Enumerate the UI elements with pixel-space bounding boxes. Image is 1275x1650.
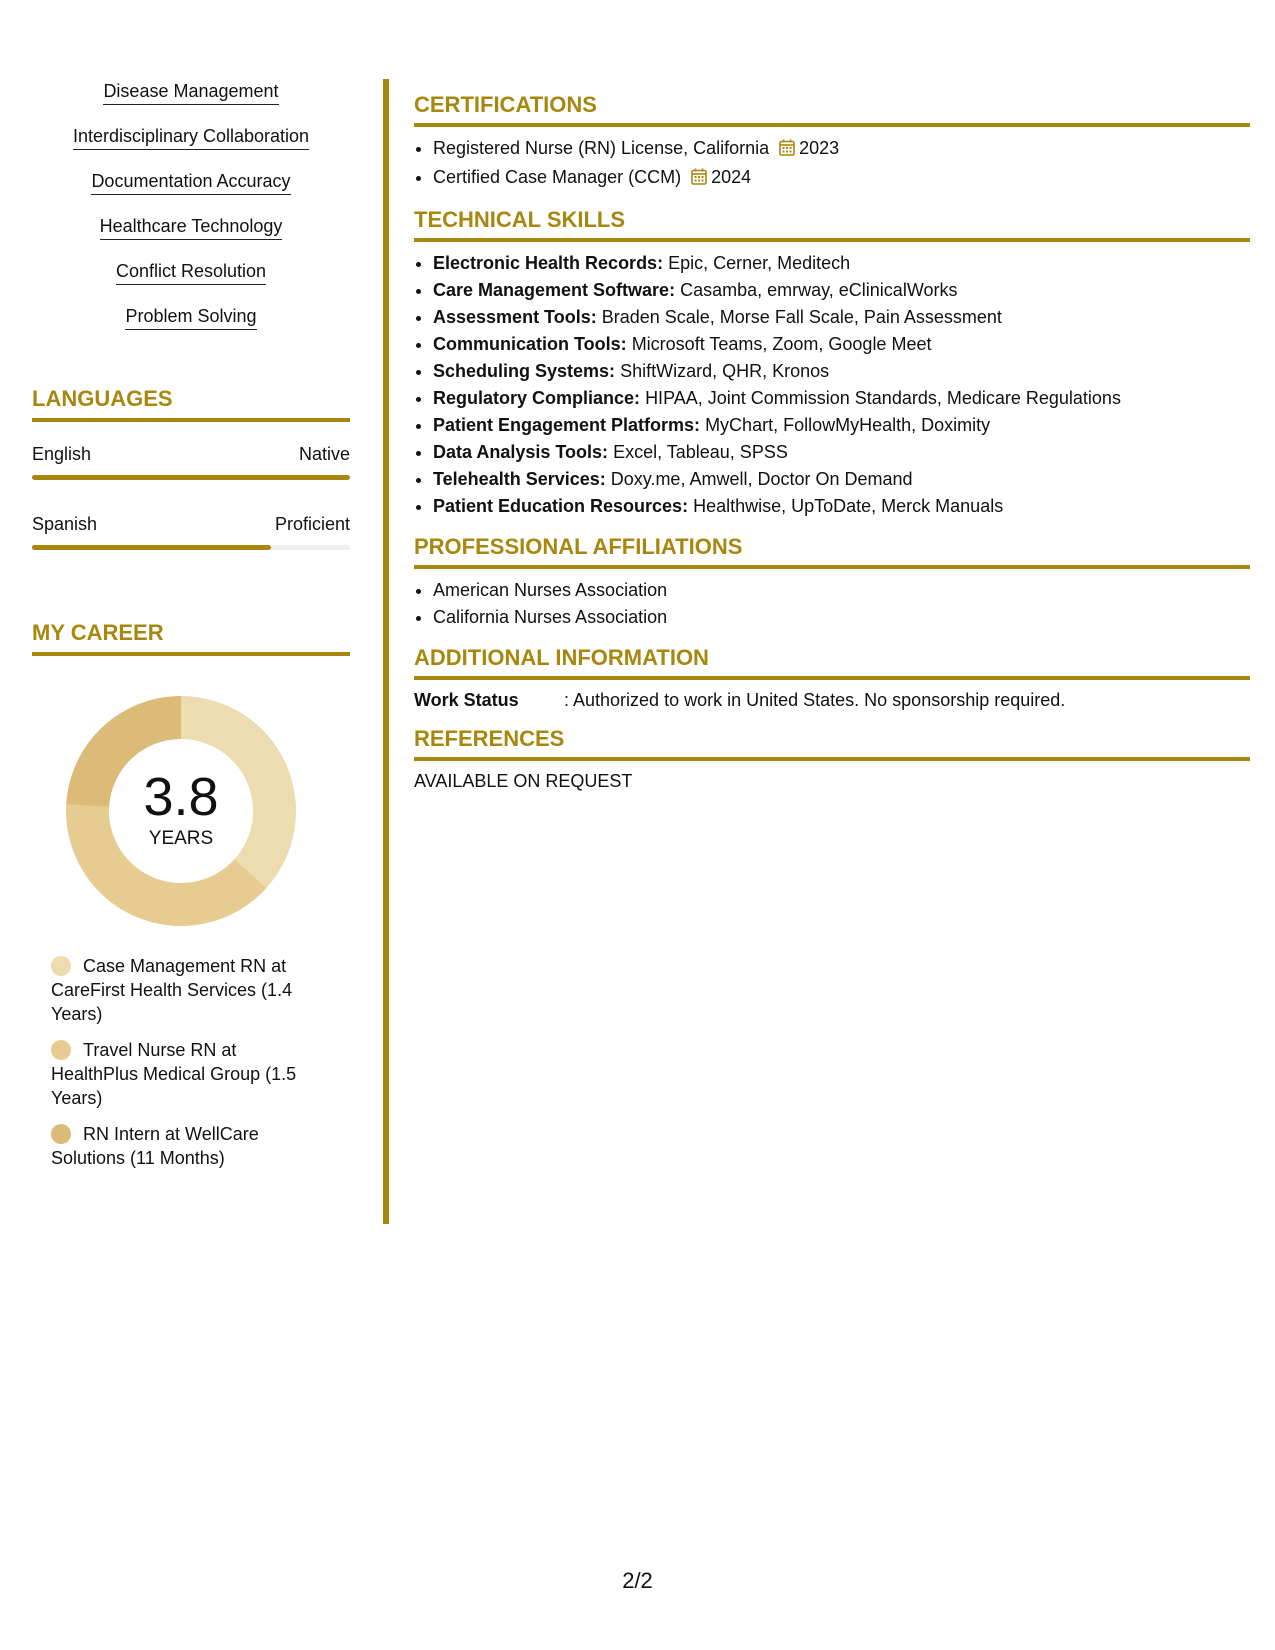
additional-info-section [414, 645, 1250, 712]
language-level: Native [298, 444, 350, 464]
language-name: Spanish [32, 514, 98, 534]
technical-skill-item: • Care Management Software: Casamba, emrway, eClinicalWorks [433, 277, 1250, 304]
legend-dot [51, 1124, 71, 1144]
certification-name: Registered Nurse (RN) License, California [433, 138, 770, 158]
calendar-icon [691, 166, 707, 193]
skill-item: Disease Management [103, 80, 278, 105]
technical-skill-item: • Patient Education Resources: Healthwise, UpToDate, Merck Manuals [433, 493, 1250, 520]
language-spanish [32, 492, 350, 562]
main-content [414, 92, 1250, 807]
legend-item [51, 954, 321, 1026]
language-level: Proficient [274, 514, 350, 534]
affiliations-section [414, 534, 1250, 631]
languages-heading: LANGUAGES [32, 386, 350, 422]
legend-item [51, 1122, 321, 1170]
career-legend [32, 954, 321, 1170]
legend-label: RN Intern at WellCare Solutions (11 Months) [51, 1124, 259, 1168]
language-bar-fill [32, 545, 271, 550]
page-number: 2/2 [622, 1568, 653, 1593]
certifications-heading: CERTIFICATIONS [414, 92, 1250, 127]
calendar-icon [779, 137, 795, 164]
skill-item: Documentation Accuracy [91, 170, 290, 195]
language-name: English [32, 444, 92, 464]
skill-item: Problem Solving [125, 305, 256, 330]
language-bar-track [32, 475, 350, 480]
skills-list [32, 80, 350, 350]
legend-label: Case Management RN at CareFirst Health Services (1.4 Years) [51, 956, 293, 1024]
technical-skill-item: • Assessment Tools: Braden Scale, Morse Fall Scale, Pain Assessment [433, 304, 1250, 331]
work-status-value: : Authorized to work in United States. No sponsorship required. [564, 690, 1066, 710]
language-english [32, 422, 350, 492]
references-heading: REFERENCES [414, 726, 1250, 761]
work-status-label: Work Status [414, 690, 519, 710]
column-divider [383, 79, 389, 1224]
affiliation-item: • California Nurses Association [433, 604, 1250, 631]
legend-dot [51, 956, 71, 976]
technical-skill-item: • Scheduling Systems: ShiftWizard, QHR, Kronos [433, 358, 1250, 385]
legend-label: Travel Nurse RN at HealthPlus Medical Group (1.5 Years) [51, 1040, 297, 1108]
technical-skill-item: • Telehealth Services: Doxy.me, Amwell, Doctor On Demand [433, 466, 1250, 493]
sidebar [32, 80, 350, 1182]
language-bar-fill [32, 475, 350, 480]
language-bar-track [32, 545, 350, 550]
career-total: 3.8 [143, 767, 219, 827]
technical-skill-item: • Communication Tools: Microsoft Teams, Zoom, Google Meet [433, 331, 1250, 358]
career-donut-chart [66, 696, 296, 926]
certification-name: Certified Case Manager (CCM) [433, 167, 682, 187]
references-section [414, 726, 1250, 793]
certification-item [433, 135, 1250, 164]
technical-skill-item: • Data Analysis Tools: Excel, Tableau, SPSS [433, 439, 1250, 466]
career-unit: YEARS [148, 828, 214, 849]
certification-year: 2024 [711, 167, 752, 187]
certification-item [433, 164, 1250, 193]
technical-skill-item: • Patient Engagement Platforms: MyChart, FollowMyHealth, Doximity [433, 412, 1250, 439]
references-text: AVAILABLE ON REQUEST [414, 771, 633, 791]
technical-skills-section [414, 207, 1250, 520]
certification-year: 2023 [799, 138, 840, 158]
legend-item [51, 1038, 321, 1110]
affiliations-heading: PROFESSIONAL AFFILIATIONS [414, 534, 1250, 569]
technical-skills-heading: TECHNICAL SKILLS [414, 207, 1250, 242]
certifications-section [414, 92, 1250, 193]
additional-info-heading: ADDITIONAL INFORMATION [414, 645, 1250, 680]
technical-skill-item: • Electronic Health Records: Epic, Cerner, Meditech [433, 250, 1250, 277]
skill-item: Conflict Resolution [116, 260, 266, 285]
skill-item: Healthcare Technology [100, 215, 283, 240]
affiliation-item: • American Nurses Association [433, 577, 1250, 604]
work-status-row [414, 688, 1250, 712]
career-heading: MY CAREER [32, 620, 350, 656]
technical-skill-item: • Regulatory Compliance: HIPAA, Joint Commission Standards, Medicare Regulations [433, 385, 1250, 412]
legend-dot [51, 1040, 71, 1060]
skill-item: Interdisciplinary Collaboration [73, 125, 309, 150]
